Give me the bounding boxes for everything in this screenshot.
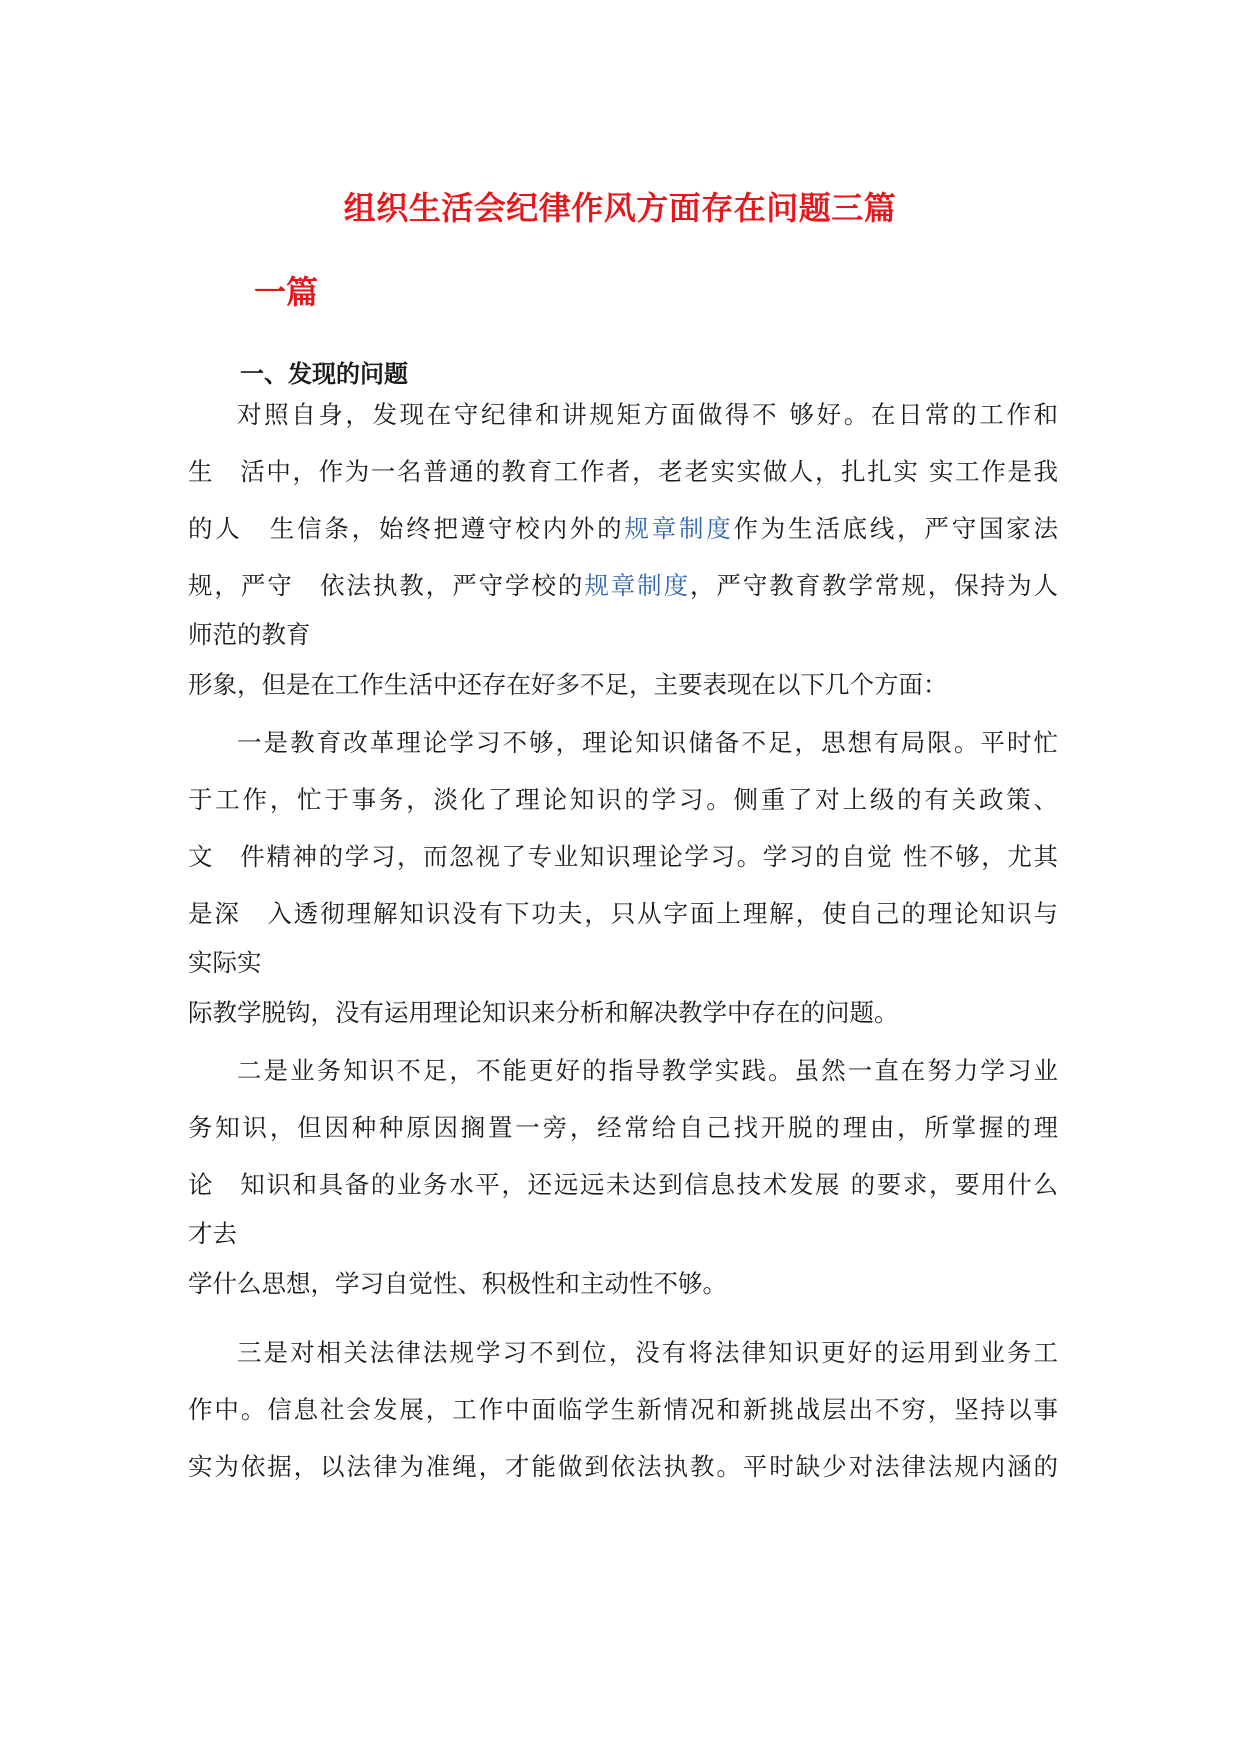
paragraph-line: 二是业务知识不足，不能更好的指导教学实践。虽然一直在努力学习业 (237, 1056, 1058, 1085)
paragraph-line: 一是教育改革理论学习不够，理论知识储备不足，思想有局限。平时忙 (237, 728, 1058, 757)
paragraph-line: 形象，但是在工作生活中还存在好多不足，主要表现在以下几个方面： (188, 670, 948, 699)
paragraph-line: 际教学脱钩，没有运用理论知识来分析和解决教学中存在的问题。 (188, 998, 899, 1027)
paragraph-line: 才去 (188, 1219, 237, 1248)
paragraph-line: 作中。信息社会发展，工作中面临学生新情况和新挑战层出不穷，坚持以事 (188, 1395, 1058, 1424)
paragraph-line (188, 500, 1058, 557)
text-run: ，严守教育教学常规，保持为人 (690, 571, 1058, 600)
part-heading: 一篇 (254, 273, 319, 311)
paragraph-line: 是深 入透彻理解知识没有下功夫，只从字面上理解，使自己的理论知识与 (188, 899, 1058, 928)
text-run: 规，严守 依法执教，严守学校的 (188, 571, 585, 600)
section-heading: 一、发现的问题 (240, 360, 408, 388)
paragraph-line: 论 知识和具备的业务水平，还远远未达到信息技术发展 的要求，要用什么 (188, 1170, 1058, 1199)
paragraph-line: 师范的教育 (188, 620, 311, 649)
text-run: 的人 生信条，始终把遵守校内外的 (188, 514, 625, 543)
text-run: 作为生活底线，严守国家法 (733, 514, 1058, 543)
paragraph-3 (188, 1042, 1058, 1312)
paragraph-line: 实为依据，以法律为准绳，才能做到依法执教。平时缺少对法律法规内涵的 (188, 1452, 1058, 1481)
rules-link[interactable]: 规章制度 (624, 514, 734, 543)
paragraph-line: 务知识，但因种种原因搁置一旁，经常给自己找开脱的理由，所掌握的理 (188, 1113, 1058, 1142)
paragraph-line (188, 557, 1058, 614)
rules-link[interactable]: 规章制度 (584, 571, 691, 600)
paragraph-2 (188, 714, 1058, 1041)
paragraph-line: 学什么思想，学习自觉性、积极性和主动性不够。 (188, 1269, 727, 1298)
paragraph-line: 对照自身，发现在守纪律和讲规矩方面做得不 够好。在日常的工作和 (237, 400, 1058, 429)
paragraph-1 (188, 386, 1058, 713)
paragraph-line: 文 件精神的学习，而忽视了专业知识理论学习。学习的自觉 性不够，尤其 (188, 842, 1058, 871)
paragraph-line: 生 活中，作为一名普通的教育工作者，老老实实做人，扎扎实 实工作是我 (188, 457, 1058, 486)
paragraph-line: 三是对相关法律法规学习不到位，没有将法律知识更好的运用到业务工 (237, 1338, 1058, 1367)
paragraph-line: 于工作，忙于事务，淡化了理论知识的学习。侧重了对上级的有关政策、 (188, 785, 1058, 814)
paragraph-4 (188, 1324, 1058, 1495)
paragraph-line: 实际实 (188, 948, 262, 977)
document-title: 组织生活会纪律作风方面存在问题三篇 (343, 189, 897, 227)
